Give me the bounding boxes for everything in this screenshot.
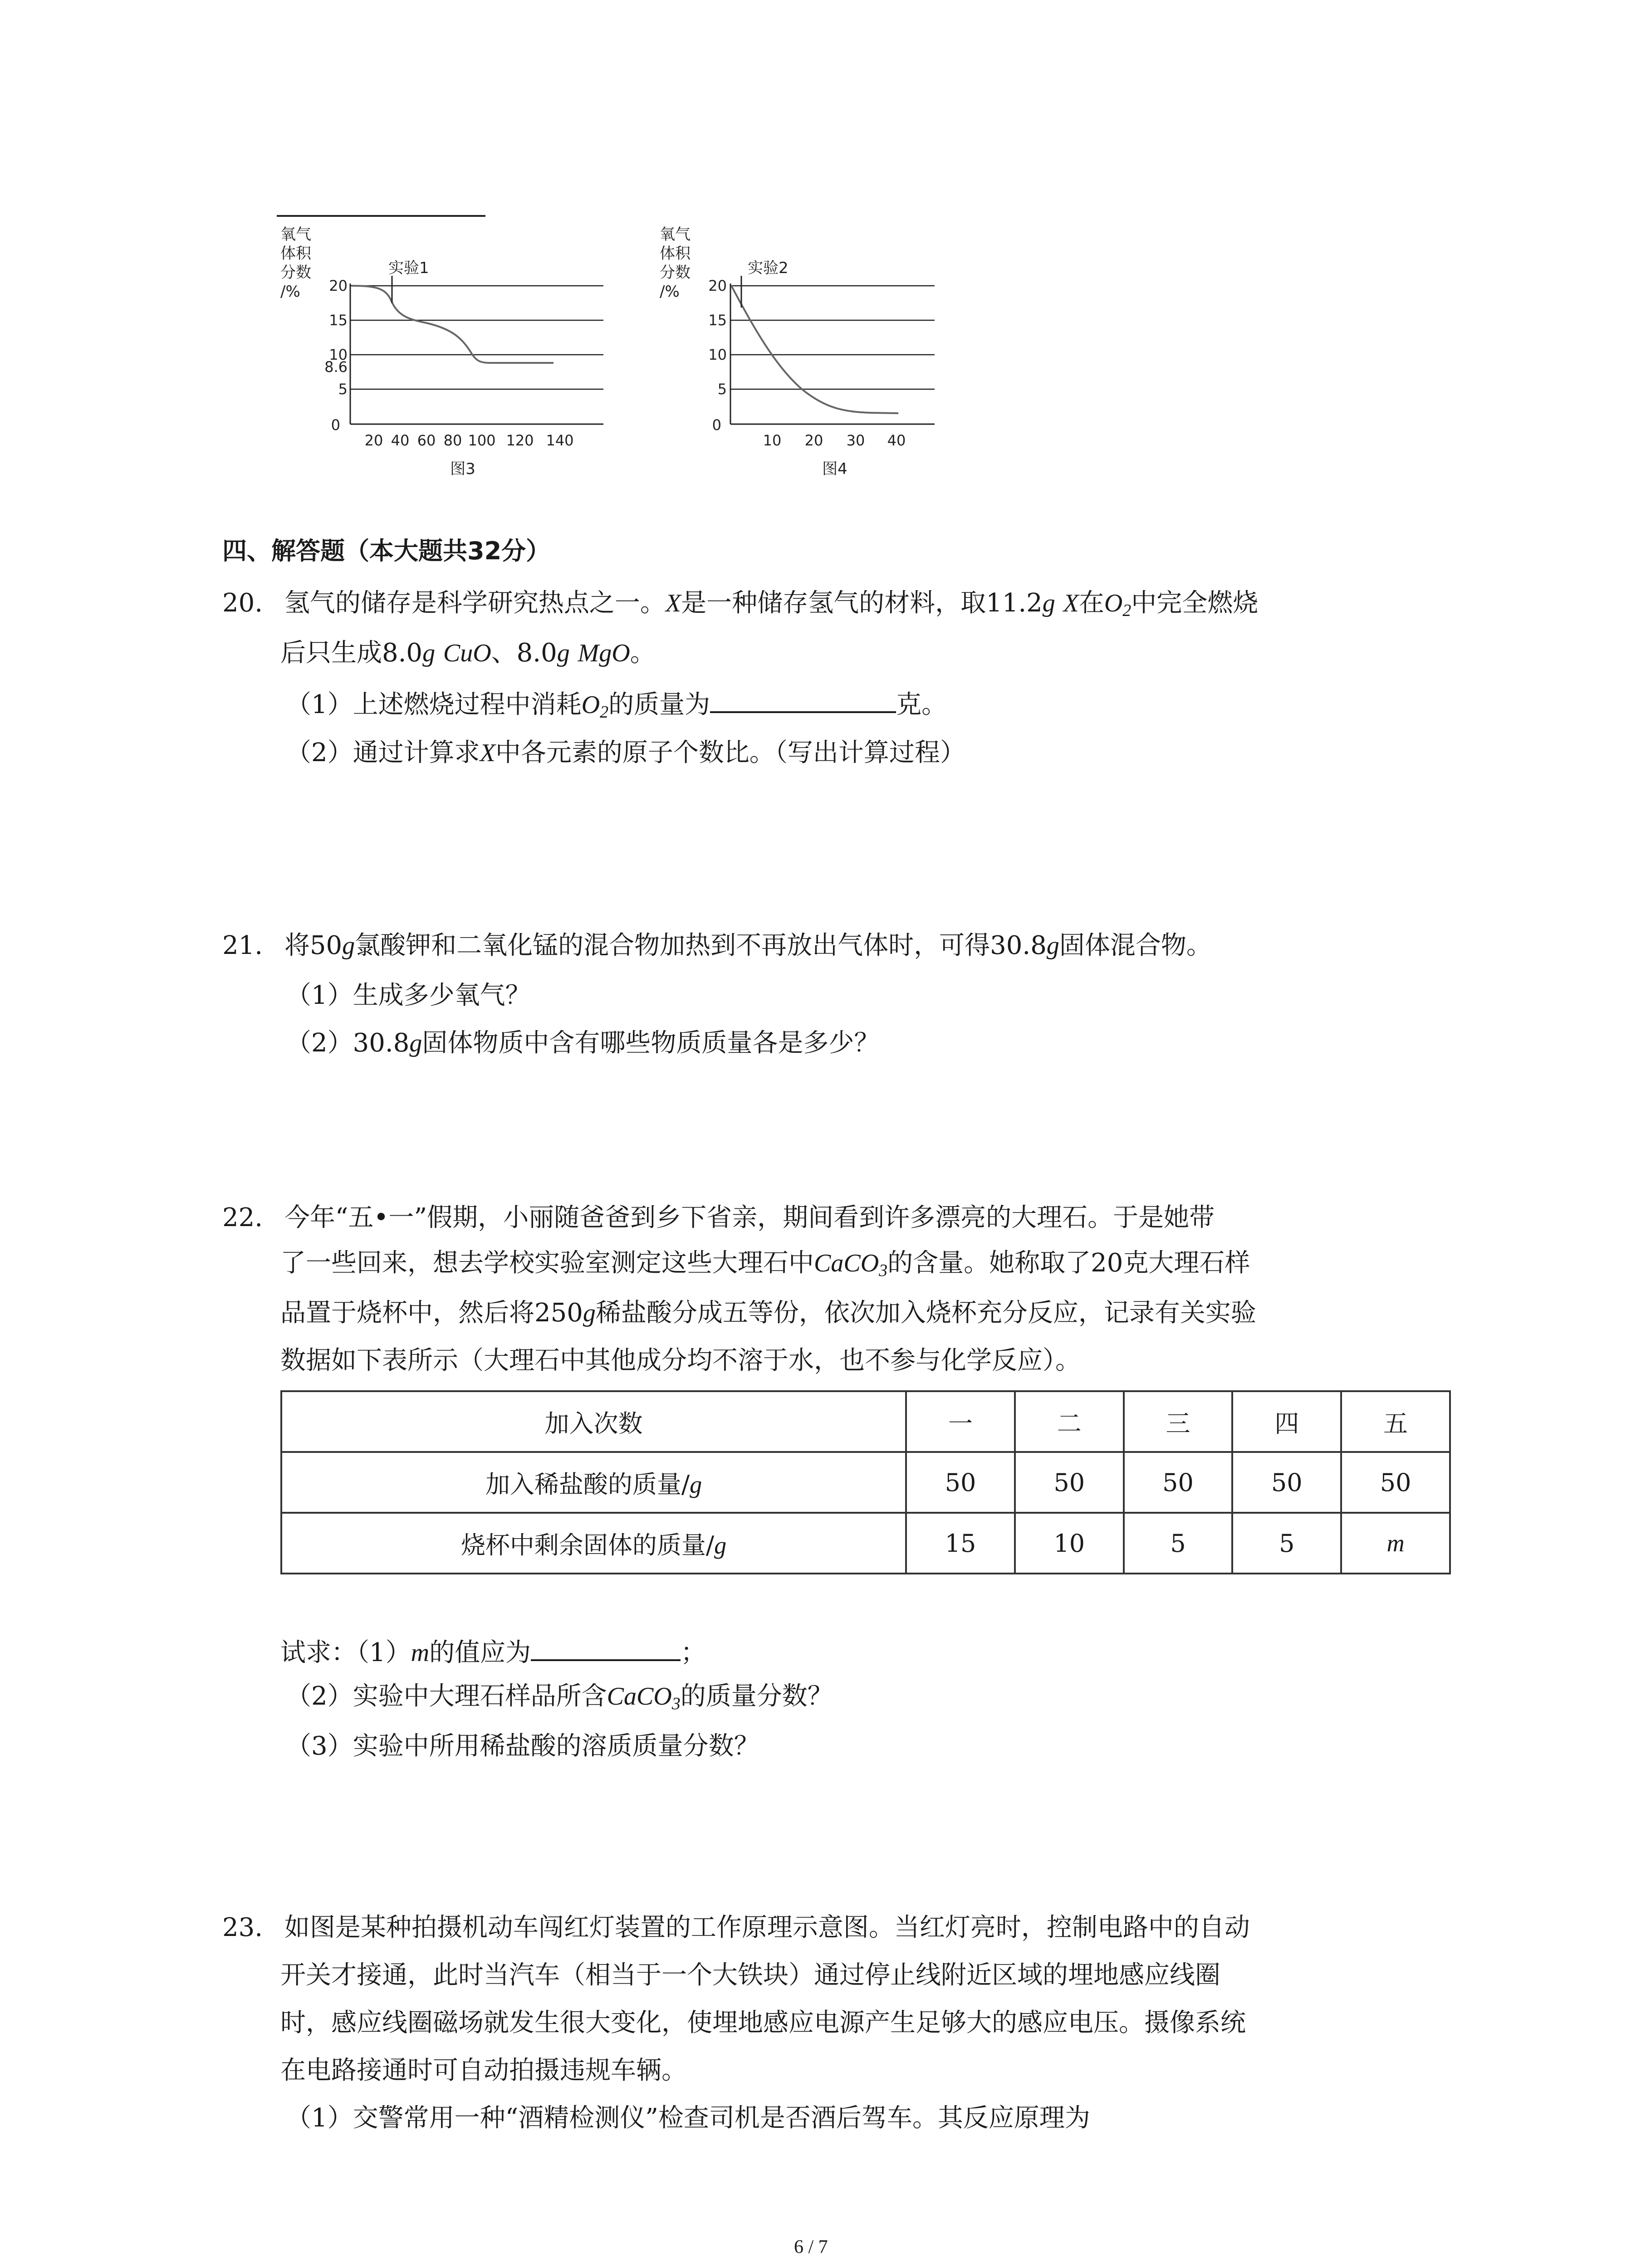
table-cell: 15 — [906, 1513, 1015, 1574]
text: 如图是某种拍摄机动车闯红灯装置的工作原理示意图。当红灯亮时，控制电路中的自动 — [284, 1913, 1250, 1942]
curve-label: 实验1 — [388, 259, 429, 277]
page-number: 6 / 7 — [794, 2237, 828, 2258]
table-row — [281, 1513, 1450, 1574]
text: 氯酸钾和二氧化锰的混合物加热到不再放出气体时，可得30.8 — [355, 931, 1047, 960]
x-tick-label: 30 — [846, 432, 865, 449]
question-number: 20. — [222, 588, 263, 618]
figure-caption: 图4 — [822, 460, 847, 478]
q21-part-2 — [286, 1025, 879, 1061]
q22-part-2 — [286, 1678, 833, 1722]
figure-4-y-label — [660, 225, 691, 301]
text: 在 — [1078, 588, 1104, 618]
section-heading: 四、解答题（本大题共32分） — [222, 537, 551, 565]
text: 的质量为 — [608, 690, 710, 719]
q23-part-1: （1）交警常用一种“酒精检测仪”检查司机是否酒后驾车。其反应原理为 — [286, 2103, 1090, 2133]
subscript: 2 — [600, 703, 609, 722]
math-var: X — [665, 589, 681, 617]
y-tick-label: 15 — [708, 312, 727, 329]
text: 的质量分数？ — [680, 1681, 833, 1711]
q21-part-1: （1）生成多少氧气？ — [286, 981, 531, 1010]
math-unit: g — [1042, 589, 1055, 617]
subscript: 2 — [1122, 601, 1132, 620]
text: 的值应为 — [429, 1638, 531, 1667]
table-cell: 50 — [1341, 1452, 1450, 1513]
math-var: O — [581, 691, 600, 719]
q22-line-2 — [280, 1245, 1250, 1289]
y-tick-label: 20 — [329, 277, 348, 294]
x-tick-label: 60 — [417, 432, 436, 449]
formula: CuO — [443, 639, 491, 667]
table-cell: 50 — [906, 1452, 1015, 1513]
text: （2）通过计算求 — [286, 738, 480, 767]
figure-4-chart — [653, 222, 953, 485]
x-tick-label: 40 — [391, 432, 410, 449]
y-label-line: 分数 — [660, 264, 691, 282]
y-tick-label: 0 — [331, 416, 340, 434]
table-cell: 5 — [1232, 1513, 1341, 1574]
table-cell: 加入次数 — [281, 1391, 906, 1452]
question-number: 21. — [222, 931, 263, 960]
x-tick-label: 40 — [887, 432, 906, 449]
q22-line-1 — [222, 1200, 1215, 1236]
table-cell: 三 — [1124, 1391, 1233, 1452]
q23-line-2: 开关才接通，此时当汽车（相当于一个大铁块）通过停止线附近区域的埋地感应线圈 — [280, 1960, 1220, 1990]
text: 中各元素的原子个数比。（写出计算过程） — [495, 738, 965, 767]
text: 后只生成8.0 — [280, 638, 423, 668]
q21-line-1 — [222, 928, 1212, 964]
table-cell: 5 — [1124, 1513, 1233, 1574]
q22-line-3 — [280, 1295, 1256, 1331]
text: 克。 — [896, 690, 947, 719]
table-cell: 一 — [906, 1391, 1015, 1452]
math-var: X — [1063, 589, 1079, 617]
x-tick-label: 20 — [804, 432, 823, 449]
q23-line-3: 时，感应线圈磁场就发生很大变化，使埋地感应电源产生足够大的感应电压。摄像系统 — [280, 2008, 1246, 2038]
q20-line-1 — [222, 585, 1258, 629]
text: 、8.0 — [491, 638, 557, 668]
y-tick-label: 5 — [338, 381, 348, 398]
answer-blank[interactable] — [710, 685, 896, 713]
y-tick-label: 20 — [708, 277, 727, 294]
table-cell — [281, 1513, 906, 1574]
q23-line-1 — [222, 1910, 1250, 1946]
text: 今年“五•一”假期，小丽随爸爸到乡下省亲，期间看到许多漂亮的大理石。于是她带 — [284, 1203, 1215, 1232]
table-cell: 10 — [1015, 1513, 1124, 1574]
text: 稀盐酸分成五等份，依次加入烧杯充分反应，记录有关实验 — [595, 1298, 1256, 1328]
math-var: O — [1104, 589, 1123, 617]
y-tick-label: 10 — [329, 346, 348, 363]
y-label-line: /% — [660, 283, 680, 301]
text: 品置于烧杯中，然后将250 — [280, 1298, 583, 1328]
x-tick-label: 10 — [763, 432, 782, 449]
answer-blank[interactable] — [531, 1633, 681, 1661]
table-cell: 二 — [1015, 1391, 1124, 1452]
y-label-line: 氧气 — [280, 225, 311, 244]
math-unit: g — [714, 1531, 727, 1559]
text: 的含量。她称取了20克大理石样 — [887, 1248, 1250, 1278]
table-row — [281, 1452, 1450, 1513]
question-number: 23. — [222, 1913, 263, 1942]
text: 是一种储存氢气的材料，取11.2 — [681, 588, 1043, 618]
q20-line-2 — [280, 635, 656, 671]
q22-ask-1 — [280, 1633, 706, 1671]
y-label-line: 体积 — [660, 244, 691, 263]
text: 中完全燃烧 — [1131, 588, 1259, 618]
question-number: 22. — [222, 1203, 263, 1232]
row-label: 烧杯中剩余固体的质量/ — [460, 1530, 715, 1559]
math-unit: g — [557, 639, 570, 667]
formula: MgO — [578, 639, 630, 667]
row-label: 加入稀盐酸的质量/ — [485, 1470, 690, 1499]
x-tick-label: 100 — [468, 432, 496, 449]
y-tick-label: 10 — [708, 346, 727, 363]
table-header-row — [281, 1391, 1450, 1452]
text: 将50 — [284, 931, 343, 960]
y-tick-label: 15 — [329, 312, 348, 329]
figure-3-chart — [272, 222, 617, 485]
q20-part-1 — [286, 685, 947, 730]
formula: CaCO — [607, 1682, 672, 1711]
text: 。 — [630, 638, 656, 668]
text: 试求：（1） — [280, 1638, 411, 1667]
y-tick-label: 5 — [717, 381, 727, 398]
math-unit: g — [422, 639, 436, 667]
experiment-data-table — [280, 1390, 1451, 1574]
math-unit: g — [342, 932, 355, 960]
text: 固体混合物。 — [1059, 931, 1212, 960]
text: 氢气的储存是科学研究热点之一。 — [284, 588, 666, 618]
y-label-line: 分数 — [280, 264, 311, 282]
table-cell: m — [1341, 1513, 1450, 1574]
curve-experiment-1 — [352, 286, 554, 363]
x-tick-label: 80 — [443, 432, 462, 449]
formula: CaCO — [814, 1249, 879, 1277]
text: （1）上述燃烧过程中消耗 — [286, 690, 582, 719]
text: （2）30.8 — [286, 1028, 410, 1058]
text: 固体物质中含有哪些物质质量各是多少？ — [422, 1028, 880, 1058]
y-tick-label: 8.6 — [324, 358, 348, 376]
math-unit: g — [583, 1299, 596, 1327]
table-cell — [281, 1452, 906, 1513]
top-rule — [277, 215, 485, 217]
y-label-line: 氧气 — [660, 225, 691, 244]
text: 了一些回来，想去学校实验室测定这些大理石中 — [280, 1248, 814, 1278]
y-label-line: /% — [280, 283, 300, 301]
figure-3-y-label — [280, 225, 312, 301]
table-cell: 50 — [1124, 1452, 1233, 1513]
table-cell: 五 — [1341, 1391, 1450, 1452]
math-unit: g — [690, 1471, 702, 1498]
curve-experiment-2 — [731, 286, 898, 413]
text: （2）实验中大理石样品所含 — [286, 1681, 607, 1711]
math-var: X — [480, 739, 495, 767]
q23-line-4: 在电路接通时可自动拍摄违规车辆。 — [280, 2056, 687, 2085]
subscript: 3 — [879, 1261, 888, 1280]
q22-line-4: 数据如下表所示（大理石中其他成分均不溶于水，也不参与化学反应）。 — [280, 1346, 1081, 1375]
q22-part-3: （3）实验中所用稀盐酸的溶质质量分数？ — [286, 1731, 759, 1761]
table-cell: 四 — [1232, 1391, 1341, 1452]
figure-caption: 图3 — [450, 460, 475, 478]
subscript: 3 — [671, 1694, 681, 1713]
curve-label: 实验2 — [748, 259, 789, 277]
x-tick-label: 120 — [506, 432, 534, 449]
math-unit: g — [1046, 932, 1059, 960]
math-unit: g — [409, 1029, 422, 1057]
x-tick-label: 140 — [546, 432, 574, 449]
table-cell: 50 — [1015, 1452, 1124, 1513]
y-tick-label: 0 — [712, 416, 721, 434]
math-var: m — [411, 1639, 430, 1667]
q20-part-2 — [286, 735, 965, 771]
x-tick-label: 20 — [364, 432, 383, 449]
table-cell: 50 — [1232, 1452, 1341, 1513]
y-label-line: 体积 — [280, 244, 311, 263]
text: ； — [681, 1638, 706, 1667]
